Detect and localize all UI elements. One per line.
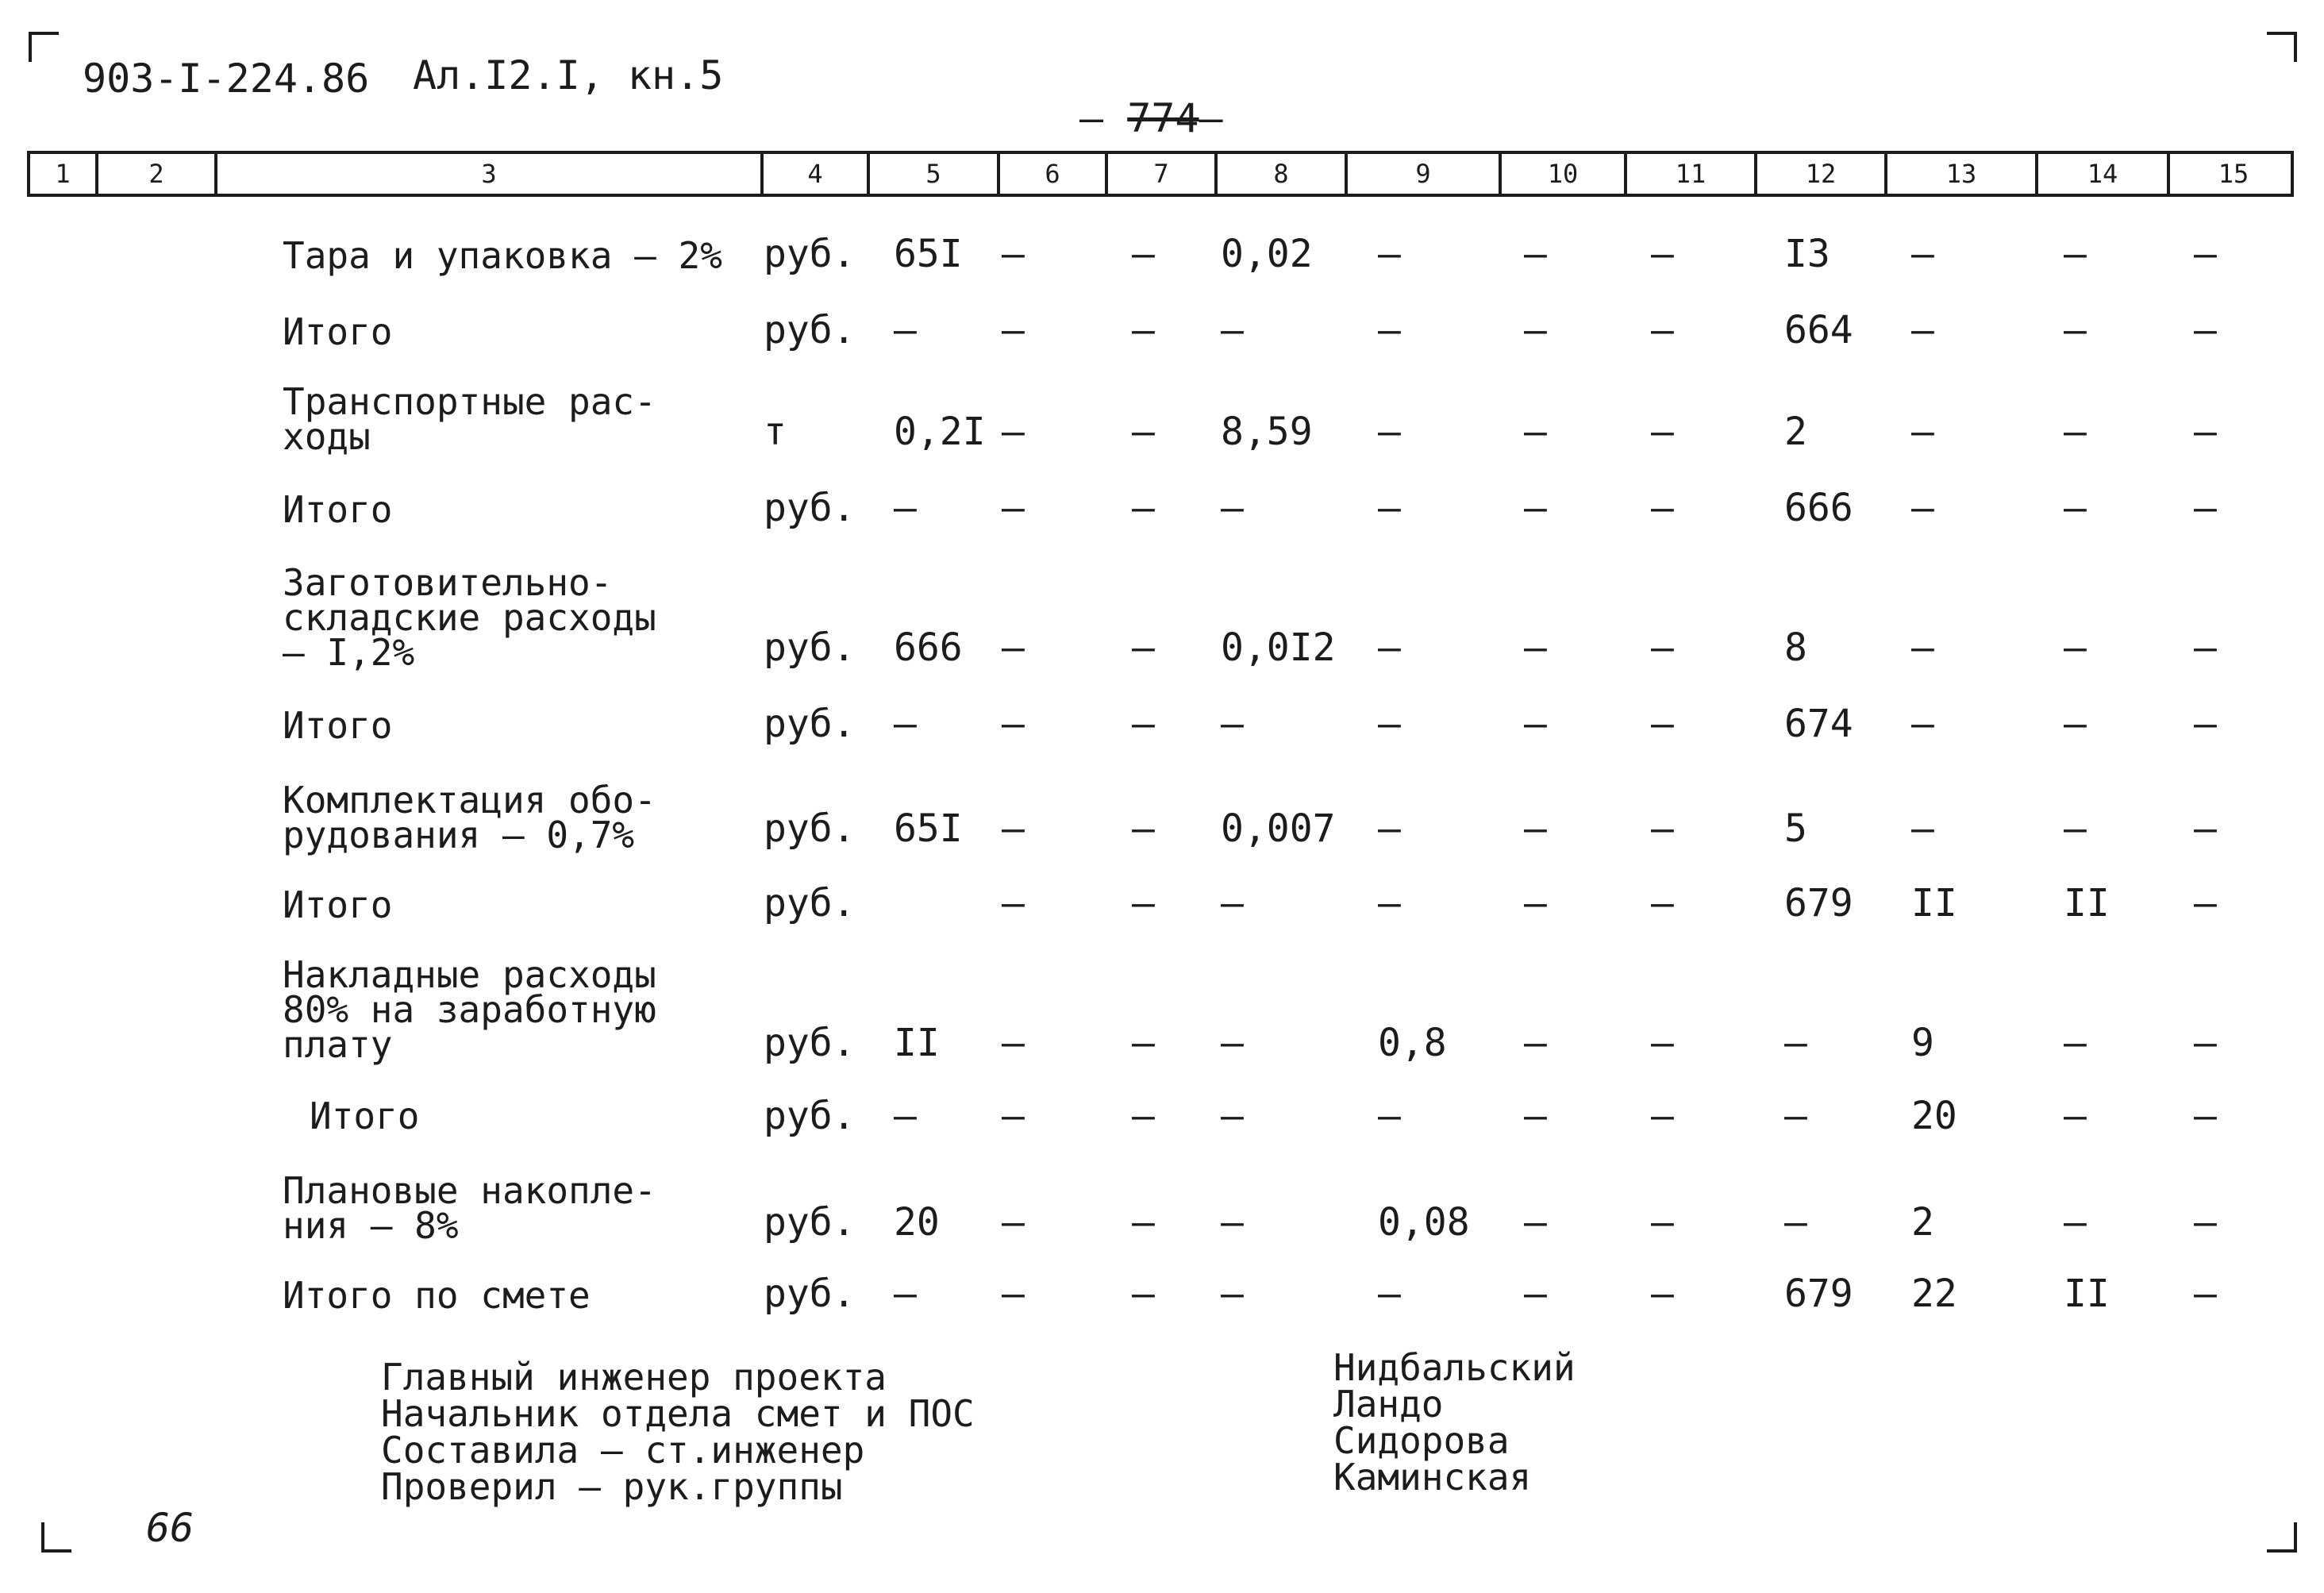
table-cell-c12: – bbox=[1784, 1021, 1807, 1065]
table-cell-c11: – bbox=[1651, 702, 1674, 746]
row-label: Итого bbox=[283, 704, 393, 747]
table-cell-c10: – bbox=[1524, 1200, 1547, 1245]
table-cell-c6: – bbox=[1002, 410, 1025, 454]
table-cell-c9: 0,8 bbox=[1378, 1021, 1447, 1065]
column-number-3: 3 bbox=[217, 154, 764, 194]
table-cell-c13: – bbox=[1911, 806, 1934, 851]
footer-page-number: 66 bbox=[146, 1505, 194, 1551]
table-cell-c14: – bbox=[2064, 806, 2087, 851]
column-number-2: 2 bbox=[98, 154, 217, 194]
table-cell-c14: – bbox=[2064, 486, 2087, 530]
table-cell-c13: 20 bbox=[1911, 1094, 1957, 1138]
table-cell-c14: – bbox=[2064, 702, 2087, 746]
table-cell-c13: – bbox=[1911, 486, 1934, 530]
table-cell-c14: II bbox=[2064, 1272, 2110, 1316]
table-cell-c8: 0,02 bbox=[1221, 232, 1313, 276]
table-cell-c10: – bbox=[1524, 702, 1547, 746]
table-cell-c8: – bbox=[1221, 1021, 1244, 1065]
table-cell-c7: – bbox=[1132, 702, 1155, 746]
table-cell-c11: – bbox=[1651, 1021, 1674, 1065]
row-label: Итого bbox=[283, 488, 393, 531]
table-cell-c10: – bbox=[1524, 806, 1547, 851]
table-cell-c9: – bbox=[1378, 308, 1401, 352]
table-cell-c12: 5 bbox=[1784, 806, 1807, 851]
column-number-12: 12 bbox=[1757, 154, 1887, 194]
table-cell-c7: – bbox=[1132, 1200, 1155, 1245]
table-cell-c13: – bbox=[1911, 702, 1934, 746]
table-cell-c13: II bbox=[1911, 881, 1957, 925]
table-cell-c6: – bbox=[1002, 486, 1025, 530]
table-cell-c8: – bbox=[1221, 702, 1244, 746]
table-cell-c5: – bbox=[894, 308, 917, 352]
table-cell-c15: – bbox=[2194, 232, 2217, 276]
column-number-13: 13 bbox=[1887, 154, 2038, 194]
table-cell-c7: – bbox=[1132, 232, 1155, 276]
table-cell-c10: – bbox=[1524, 1094, 1547, 1138]
table-cell-c10: – bbox=[1524, 486, 1547, 530]
table-cell-c12: 664 bbox=[1784, 308, 1853, 352]
corner-mark-top-right bbox=[2267, 32, 2297, 62]
table-cell-c13: 2 bbox=[1911, 1200, 1934, 1245]
table-cell-c13: 22 bbox=[1911, 1272, 1957, 1316]
table-cell-c10: – bbox=[1524, 410, 1547, 454]
row-label: Итого bbox=[310, 1095, 420, 1137]
table-cell-c14: – bbox=[2064, 232, 2087, 276]
unit-cell: руб. bbox=[764, 881, 856, 925]
corner-mark-bottom-left bbox=[41, 1522, 71, 1553]
row-label: Тара и упаковка – 2% bbox=[283, 234, 722, 277]
table-cell-c9: – bbox=[1378, 410, 1401, 454]
table-cell-c13: – bbox=[1911, 410, 1934, 454]
table-cell-c15: – bbox=[2194, 1021, 2217, 1065]
row-label: Итого по смете bbox=[283, 1274, 591, 1317]
table-cell-c11: – bbox=[1651, 486, 1674, 530]
table-cell-c9: – bbox=[1378, 232, 1401, 276]
table-cell-c10: – bbox=[1524, 1272, 1547, 1316]
table-cell-c11: – bbox=[1651, 881, 1674, 925]
table-cell-c8: – bbox=[1221, 1272, 1244, 1316]
table-cell-c6: – bbox=[1002, 232, 1025, 276]
table-cell-c9: 0,08 bbox=[1378, 1200, 1470, 1245]
table-cell-c11: – bbox=[1651, 1200, 1674, 1245]
table-cell-c8: 0,007 bbox=[1221, 806, 1336, 851]
table-cell-c11: – bbox=[1651, 410, 1674, 454]
table-cell-c14: – bbox=[2064, 1021, 2087, 1065]
table-cell-c9: – bbox=[1378, 881, 1401, 925]
unit-cell: руб. bbox=[764, 486, 856, 530]
unit-cell: руб. bbox=[764, 1200, 856, 1245]
unit-cell: т bbox=[764, 410, 787, 454]
corner-mark-top-left bbox=[29, 32, 59, 62]
row-label: Транспортные рас- ходы bbox=[283, 380, 656, 458]
column-number-5: 5 bbox=[870, 154, 1000, 194]
table-cell-c6: – bbox=[1002, 1021, 1025, 1065]
table-cell-c12: – bbox=[1784, 1200, 1807, 1245]
table-cell-c7: – bbox=[1132, 1272, 1155, 1316]
table-cell-c9: – bbox=[1378, 702, 1401, 746]
table-cell-c5: – bbox=[894, 702, 917, 746]
table-cell-c8: – bbox=[1221, 308, 1244, 352]
table-cell-c15: – bbox=[2194, 1272, 2217, 1316]
table-cell-c13: – bbox=[1911, 308, 1934, 352]
table-cell-c12: – bbox=[1784, 1094, 1807, 1138]
table-cell-c15: – bbox=[2194, 1200, 2217, 1245]
column-number-10: 10 bbox=[1502, 154, 1627, 194]
table-cell-c13: – bbox=[1911, 232, 1934, 276]
column-number-7: 7 bbox=[1108, 154, 1218, 194]
table-cell-c14: – bbox=[2064, 1200, 2087, 1245]
row-label: Итого bbox=[283, 310, 393, 353]
table-cell-c6: – bbox=[1002, 308, 1025, 352]
table-cell-c8: 8,59 bbox=[1221, 410, 1313, 454]
table-cell-c11: – bbox=[1651, 308, 1674, 352]
unit-cell: руб. bbox=[764, 1021, 856, 1065]
table-cell-c11: – bbox=[1651, 806, 1674, 851]
table-cell-c7: – bbox=[1132, 1094, 1155, 1138]
table-cell-c13: – bbox=[1911, 625, 1934, 670]
table-cell-c6: – bbox=[1002, 1200, 1025, 1245]
document-code: 903-I-224.86 bbox=[83, 56, 370, 102]
row-label: Итого bbox=[283, 883, 393, 926]
table-cell-c14: – bbox=[2064, 308, 2087, 352]
table-cell-c12: 674 bbox=[1784, 702, 1853, 746]
unit-cell: руб. bbox=[764, 308, 856, 352]
table-cell-c9: – bbox=[1378, 806, 1401, 851]
table-cell-c14: – bbox=[2064, 410, 2087, 454]
row-label: Заготовительно- складские расходы – I,2% bbox=[283, 561, 656, 674]
table-cell-c7: – bbox=[1132, 806, 1155, 851]
table-cell-c13: 9 bbox=[1911, 1021, 1934, 1065]
table-cell-c12: 2 bbox=[1784, 410, 1807, 454]
column-number-1: 1 bbox=[30, 154, 98, 194]
table-cell-c11: – bbox=[1651, 625, 1674, 670]
table-cell-c15: – bbox=[2194, 308, 2217, 352]
table-cell-c7: – bbox=[1132, 486, 1155, 530]
table-cell-c8: – bbox=[1221, 881, 1244, 925]
table-cell-c15: – bbox=[2194, 486, 2217, 530]
table-cell-c12: 679 bbox=[1784, 1272, 1853, 1316]
table-cell-c11: – bbox=[1651, 1272, 1674, 1316]
table-cell-c9: – bbox=[1378, 486, 1401, 530]
page-number-value: 774 bbox=[1127, 95, 1199, 141]
table-cell-c10: – bbox=[1524, 232, 1547, 276]
table-cell-c7: – bbox=[1132, 625, 1155, 670]
table-cell-c5: II bbox=[894, 1021, 940, 1065]
table-cell-c10: – bbox=[1524, 1021, 1547, 1065]
table-cell-c5: 20 bbox=[894, 1200, 940, 1245]
unit-cell: руб. bbox=[764, 232, 856, 276]
unit-cell: руб. bbox=[764, 702, 856, 746]
table-cell-c5: 65I bbox=[894, 232, 963, 276]
table-cell-c7: – bbox=[1132, 881, 1155, 925]
table-cell-c5: 666 bbox=[894, 625, 963, 670]
table-cell-c15: – bbox=[2194, 806, 2217, 851]
table-cell-c9: – bbox=[1378, 1272, 1401, 1316]
table-cell-c6: – bbox=[1002, 1272, 1025, 1316]
table-cell-c7: – bbox=[1132, 1021, 1155, 1065]
column-number-15: 15 bbox=[2218, 159, 2249, 189]
table-cell-c6: – bbox=[1002, 881, 1025, 925]
table-cell-c15: – bbox=[2194, 410, 2217, 454]
table-cell-c5: 65I bbox=[894, 806, 963, 851]
table-cell-c14: – bbox=[2064, 625, 2087, 670]
column-number-9: 9 bbox=[1348, 154, 1502, 194]
table-cell-c5: 0,2I bbox=[894, 410, 986, 454]
table-cell-c15: – bbox=[2194, 881, 2217, 925]
table-cell-c6: – bbox=[1002, 806, 1025, 851]
album-reference: Ал.I2.I, кн.5 bbox=[413, 52, 724, 98]
table-cell-c12: 666 bbox=[1784, 486, 1853, 530]
table-cell-c15: – bbox=[2194, 702, 2217, 746]
column-number-4: 4 bbox=[764, 154, 870, 194]
table-cell-c10: – bbox=[1524, 881, 1547, 925]
table-cell-c12: 8 bbox=[1784, 625, 1807, 670]
table-cell-c10: – bbox=[1524, 625, 1547, 670]
page-number: — 774— bbox=[1079, 95, 1223, 141]
table-cell-c10: – bbox=[1524, 308, 1547, 352]
table-cell-c8: – bbox=[1221, 1094, 1244, 1138]
unit-cell: руб. bbox=[764, 625, 856, 670]
signature-names: Нидбальский Ландо Сидорова Каминская bbox=[1333, 1346, 1576, 1499]
table-cell-c5: – bbox=[894, 1094, 917, 1138]
column-number-8: 8 bbox=[1218, 154, 1348, 194]
signature-roles: Главный инженер проекта Начальник отдела смет и ПОС Составила – ст.инженер Проверил – рук.группы bbox=[381, 1356, 975, 1508]
table-cell-c6: – bbox=[1002, 702, 1025, 746]
column-number-6: 6 bbox=[1000, 154, 1108, 194]
table-cell-c6: – bbox=[1002, 625, 1025, 670]
column-number-14: 14 bbox=[2038, 154, 2170, 194]
table-cell-c8: 0,0I2 bbox=[1221, 625, 1336, 670]
table-cell-c7: – bbox=[1132, 308, 1155, 352]
unit-cell: руб. bbox=[764, 806, 856, 851]
corner-mark-bottom-right bbox=[2267, 1522, 2297, 1553]
table-cell-c14: II bbox=[2064, 881, 2110, 925]
table-cell-c15: – bbox=[2194, 625, 2217, 670]
column-number-header bbox=[27, 151, 2294, 197]
table-cell-c7: – bbox=[1132, 410, 1155, 454]
table-cell-c15: – bbox=[2194, 1094, 2217, 1138]
unit-cell: руб. bbox=[764, 1094, 856, 1138]
unit-cell: руб. bbox=[764, 1272, 856, 1316]
table-cell-c8: – bbox=[1221, 486, 1244, 530]
table-cell-c9: – bbox=[1378, 1094, 1401, 1138]
table-cell-c9: – bbox=[1378, 625, 1401, 670]
table-cell-c11: – bbox=[1651, 232, 1674, 276]
table-cell-c5: – bbox=[894, 486, 917, 530]
table-cell-c14: – bbox=[2064, 1094, 2087, 1138]
table-cell-c11: – bbox=[1651, 1094, 1674, 1138]
table-cell-c12: I3 bbox=[1784, 232, 1830, 276]
row-label: Накладные расходы 80% на заработную плату bbox=[283, 953, 656, 1066]
table-cell-c12: 679 bbox=[1784, 881, 1853, 925]
table-cell-c5: – bbox=[894, 1272, 917, 1316]
column-number-11: 11 bbox=[1627, 154, 1757, 194]
table-cell-c8: – bbox=[1221, 1200, 1244, 1245]
table-cell-c6: – bbox=[1002, 1094, 1025, 1138]
row-label: Комплектация обо- рудования – 0,7% bbox=[283, 779, 656, 856]
row-label: Плановые накопле- ния – 8% bbox=[283, 1169, 656, 1247]
